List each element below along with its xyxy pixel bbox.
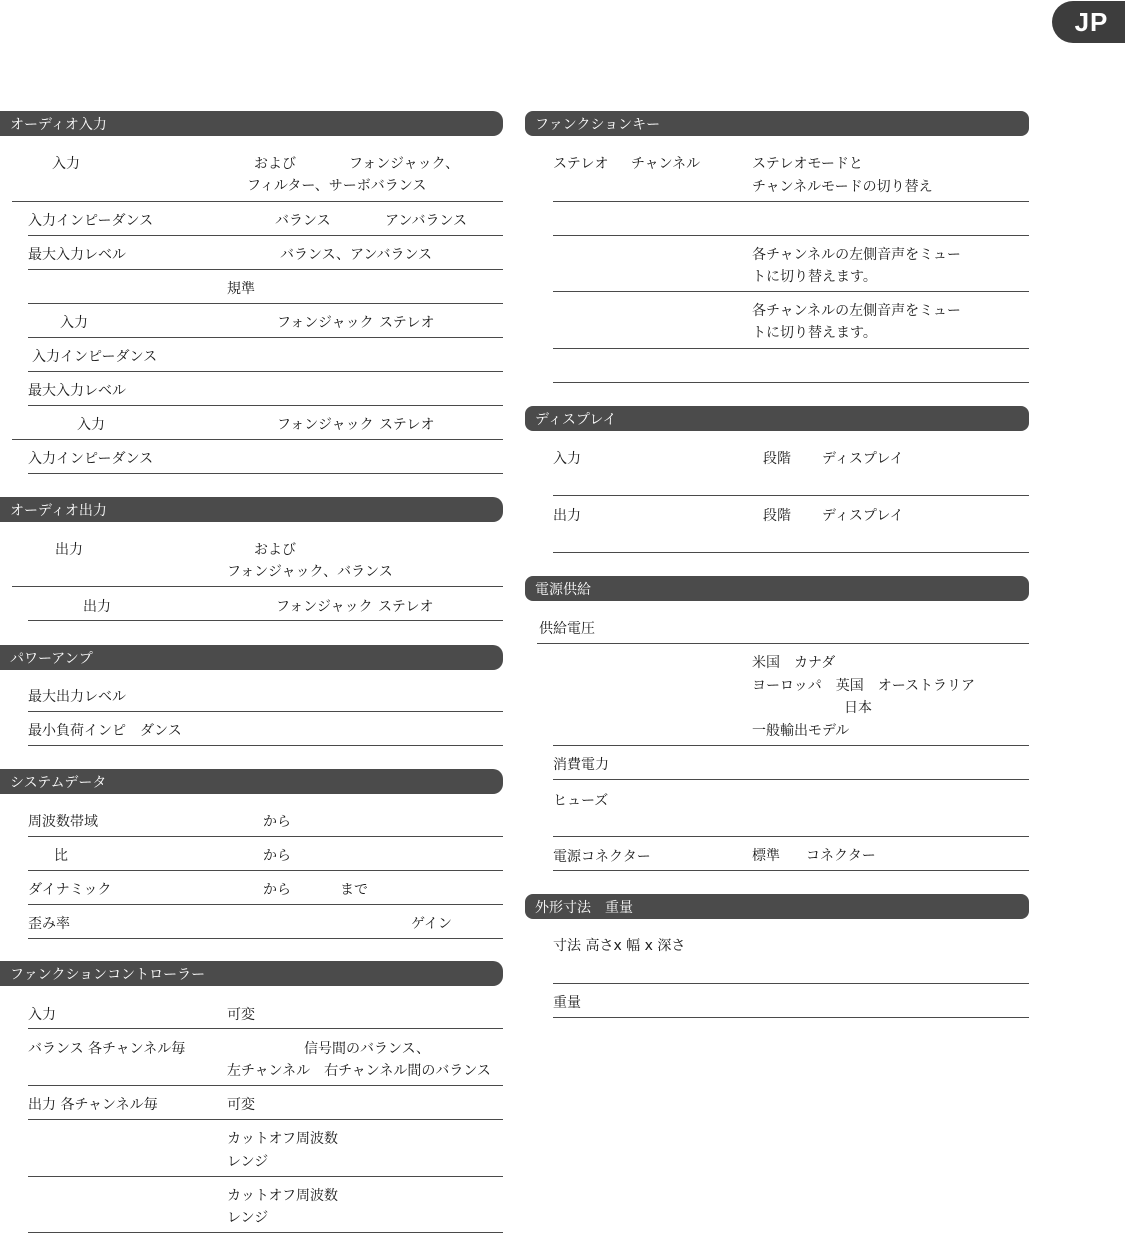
- row-divider: [28, 473, 503, 474]
- section-header-function-controller: ファンクションコントローラー: [0, 961, 503, 986]
- audio-out-output2-value: ステレオ: [378, 599, 434, 615]
- row-divider: [28, 303, 503, 304]
- func-keys-mute-value: 各チャンネルの左側音声をミュー: [752, 303, 961, 319]
- display-input-value: ディスプレイ: [822, 451, 904, 467]
- system-distortion-label: 歪み率: [28, 916, 70, 932]
- row-divider: [28, 1119, 503, 1120]
- section-header-system-data: システムデータ: [0, 769, 503, 794]
- dims-weight-label: 重量: [553, 995, 581, 1011]
- func-ctrl-input-label: 入力: [28, 1007, 56, 1023]
- func-keys-mode-value: ステレオモードと: [752, 156, 863, 172]
- row-divider: [28, 235, 503, 236]
- audio-in-max-level-label: 最大入力レベル: [28, 247, 126, 263]
- row-divider: [28, 1085, 503, 1086]
- power-connector-value: 標準: [752, 848, 780, 864]
- language-badge: JP: [1052, 1, 1125, 43]
- func-ctrl-cutoff-value: カットオフ周波数: [227, 1188, 339, 1204]
- row-divider: [553, 870, 1029, 871]
- row-divider: [553, 348, 1029, 349]
- row-divider: [28, 711, 503, 712]
- row-divider: [28, 337, 503, 338]
- row-divider: [28, 938, 503, 939]
- audio-in-impedance-value: バランス: [275, 213, 331, 229]
- row-divider: [28, 745, 503, 746]
- system-frequency-label: 周波数帯域: [28, 814, 98, 830]
- system-dynamic-label: ダイナミック: [28, 882, 112, 898]
- row-divider: [12, 201, 503, 202]
- row-divider: [553, 552, 1029, 553]
- power-region-value: ヨーロッパ 英国 オーストラリア: [752, 678, 976, 694]
- display-input-label: 入力: [553, 451, 581, 467]
- display-output-value: ディスプレイ: [822, 508, 904, 524]
- func-ctrl-balance-value: 左チャンネル 右チャンネル間のバランス: [227, 1063, 491, 1079]
- audio-in-max-level2-label: 最大入力レベル: [28, 383, 126, 399]
- row-divider: [553, 779, 1029, 780]
- row-divider: [553, 235, 1029, 236]
- audio-in-input2-value: ステレオ: [379, 315, 435, 331]
- section-header-audio-output: オーディオ出力: [0, 497, 503, 522]
- row-divider: [553, 1017, 1029, 1018]
- system-frequency-value: から: [263, 814, 291, 830]
- func-keys-mute-value: 各チャンネルの左側音声をミュー: [752, 247, 961, 263]
- row-divider: [28, 870, 503, 871]
- row-divider: [553, 983, 1029, 984]
- display-output-label: 出力: [553, 508, 581, 524]
- section-header-audio-input: オーディオ入力: [0, 111, 503, 136]
- row-divider: [553, 382, 1029, 383]
- dims-size-label: 寸法 高さx 幅 x 深さ: [553, 938, 686, 954]
- audio-in-impedance2-label: 入力インピーダンス: [32, 349, 158, 365]
- section-header-power-amp: パワーアンプ: [0, 645, 503, 670]
- func-keys-mode-value: チャンネルモードの切り替え: [752, 179, 933, 195]
- power-region-value: 米国 カナダ: [752, 655, 836, 671]
- system-distortion-value: ゲイン: [411, 916, 453, 932]
- system-ratio-value: から: [263, 848, 291, 864]
- power-consumption-label: 消費電力: [553, 757, 609, 773]
- func-keys-mute-value: トに切り替えます。: [752, 269, 877, 285]
- power-connector-label: 電源コネクター: [553, 849, 651, 865]
- row-divider: [28, 904, 503, 905]
- row-divider: [28, 836, 503, 837]
- audio-in-input-value: フィルター、サーボバランス: [247, 178, 427, 194]
- audio-in-input2-value: フォンジャック: [277, 315, 374, 331]
- audio-out-output-value: および: [254, 542, 296, 558]
- system-ratio-label: 比: [54, 848, 68, 864]
- func-ctrl-balance-value: 信号間のバランス、: [304, 1041, 430, 1057]
- func-keys-stereo-label: ステレオ: [553, 156, 609, 172]
- func-ctrl-balance-label: バランス 各チャンネル毎: [28, 1041, 186, 1057]
- row-divider: [28, 1176, 503, 1177]
- audio-out-output-label: 出力: [55, 542, 83, 558]
- func-ctrl-input-value: 可変: [227, 1007, 255, 1023]
- power-voltage-label: 供給電圧: [539, 621, 595, 637]
- power-region-value: 一般輸出モデル: [752, 723, 850, 739]
- audio-out-output2-value: フォンジャック: [276, 599, 373, 615]
- func-ctrl-cutoff-value: カットオフ周波数: [227, 1131, 339, 1147]
- audio-in-impedance3-label: 入力インピーダンス: [28, 451, 154, 467]
- audio-in-input3-value: ステレオ: [379, 417, 435, 433]
- row-divider: [553, 291, 1029, 292]
- audio-in-input2-label: 入力: [60, 315, 88, 331]
- audio-in-input3-label: 入力: [77, 417, 105, 433]
- section-header-display: ディスプレイ: [525, 406, 1029, 431]
- func-ctrl-range-value: レンジ: [227, 1154, 269, 1170]
- audio-in-impedance-value: アンバランス: [385, 213, 468, 229]
- section-header-power-supply: 電源供給: [525, 576, 1029, 601]
- func-ctrl-output-label: 出力 各チャンネル毎: [28, 1097, 158, 1113]
- row-divider: [553, 495, 1029, 496]
- row-divider: [28, 269, 503, 270]
- func-ctrl-output-value: 可変: [227, 1097, 255, 1113]
- func-ctrl-range-value: レンジ: [227, 1210, 269, 1226]
- audio-in-input-label: 入力: [52, 156, 80, 172]
- power-amp-min-impedance-label: 最小負荷インピ ダンス: [28, 723, 182, 739]
- func-keys-mute-value: トに切り替えます。: [752, 325, 877, 341]
- audio-in-input-value: および: [254, 156, 296, 172]
- row-divider: [28, 371, 503, 372]
- power-amp-max-output-label: 最大出力レベル: [28, 689, 126, 705]
- row-divider: [553, 201, 1029, 202]
- power-connector-value: コネクター: [806, 848, 876, 864]
- row-divider: [28, 1028, 503, 1029]
- row-divider: [28, 405, 503, 406]
- row-divider: [537, 643, 1029, 644]
- audio-out-output-value: フォンジャック、バランス: [227, 564, 393, 580]
- display-output-value: 段階: [763, 508, 791, 524]
- audio-out-output2-label: 出力: [83, 599, 111, 615]
- audio-in-standard-value: 規準: [227, 281, 255, 297]
- func-keys-channel-label: チャンネル: [631, 156, 701, 172]
- row-divider: [553, 745, 1029, 746]
- power-fuse-label: ヒューズ: [553, 793, 609, 809]
- audio-in-input-value: フォンジャック、: [349, 156, 460, 172]
- section-header-function-keys: ファンクションキー: [525, 111, 1029, 136]
- row-divider: [12, 439, 503, 440]
- section-header-dimensions-weight: 外形寸法 重量: [525, 894, 1029, 919]
- display-input-value: 段階: [763, 451, 791, 467]
- audio-in-impedance-label: 入力インピーダンス: [28, 213, 154, 229]
- power-region-value: 日本: [844, 700, 872, 716]
- system-dynamic-value: から: [263, 882, 291, 898]
- row-divider: [12, 586, 503, 587]
- audio-in-input3-value: フォンジャック: [277, 417, 374, 433]
- row-divider: [28, 620, 503, 621]
- row-divider: [553, 836, 1029, 837]
- system-dynamic-value: まで: [340, 882, 368, 898]
- audio-in-max-level-value: バランス、アンバランス: [280, 247, 433, 263]
